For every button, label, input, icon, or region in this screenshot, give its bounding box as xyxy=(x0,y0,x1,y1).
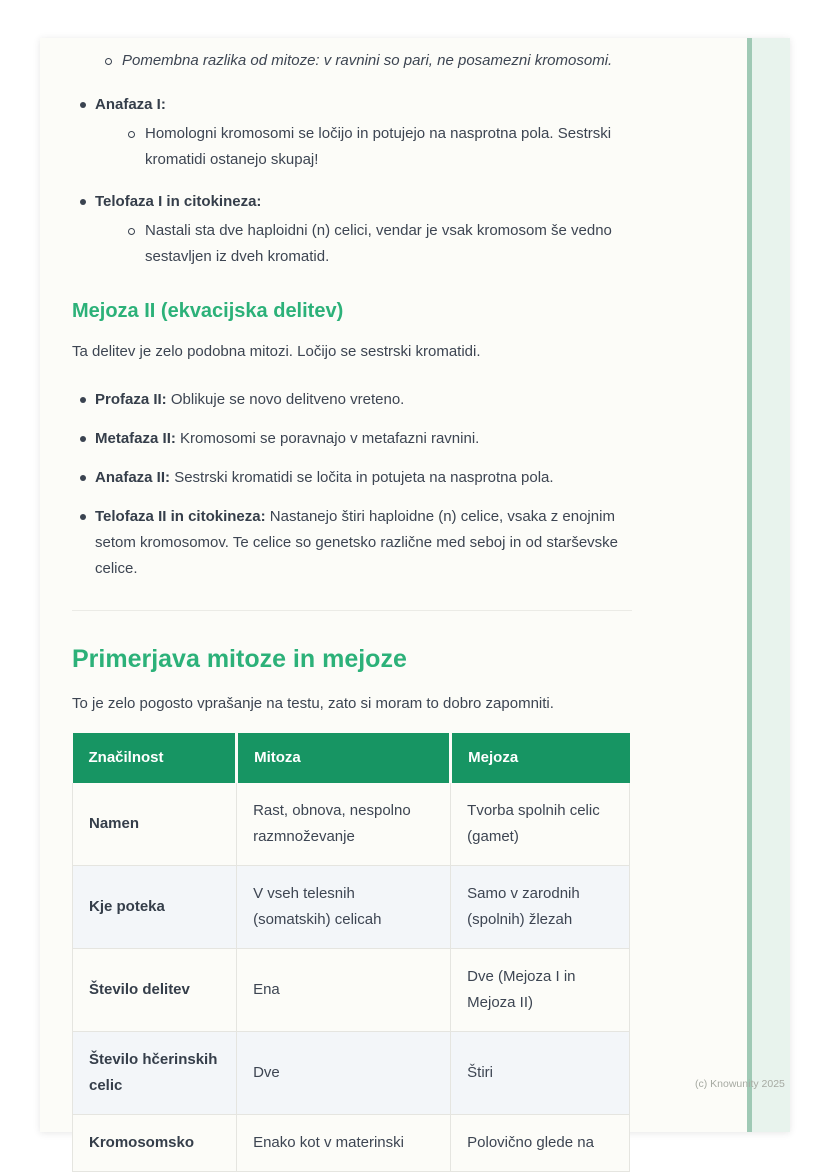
list-item-anafaza1 xyxy=(72,92,632,173)
phase-label: Telofaza I in citokineza: xyxy=(95,193,262,210)
table-row xyxy=(73,1032,630,1115)
comparison-table xyxy=(72,733,630,1172)
list-item-profaza2 xyxy=(72,387,632,413)
phase-label: Anafaza I: xyxy=(95,96,166,113)
right-accent-background xyxy=(752,38,790,1132)
phase-description: Nastali sta dve haploidni (n) celici, vendar je vsak kromosom še vedno sestavljen iz dveh kromatid. xyxy=(145,222,612,265)
copyright-text: (c) Knowunity 2025 xyxy=(695,1078,785,1090)
table-cell: Ena xyxy=(237,949,451,1032)
section-divider xyxy=(72,610,632,611)
phase-description: Oblikuje se novo delitveno vreteno. xyxy=(170,391,405,408)
list-item xyxy=(72,48,632,74)
table-row xyxy=(73,949,630,1032)
table-cell: Rast, obnova, nespolno razmnoževanje xyxy=(237,783,451,866)
table-cell: Dve xyxy=(237,1032,451,1115)
table-cell: Tvorba spolnih celic (gamet) xyxy=(451,783,630,866)
list-subitem xyxy=(95,218,632,270)
phase-description: Kromosomi se poravnajo v metafazni ravnini. xyxy=(180,430,480,447)
list-item-metafaza2 xyxy=(72,426,632,452)
table-cell: Dve (Mejoza I in Mejoza II) xyxy=(451,949,630,1032)
section-heading-mejoza2: Mejoza II (ekvacijska delitev) xyxy=(72,300,344,322)
row-header: Število hčerinskih celic xyxy=(73,1032,237,1115)
phase-description: Nastanejo štiri haploidne (n) celice, vsaka z enojnim setom kromosomov. Te celice so genetsko različne med seboj in od starševske celice. xyxy=(95,508,619,577)
list-item-telofaza2 xyxy=(72,504,632,582)
table-row xyxy=(73,783,630,866)
mejoza2-intro-paragraph: Ta delitev je zelo podobna mitozi. Ločijo se sestrski kromatidi. xyxy=(72,343,481,360)
table-row xyxy=(73,866,630,949)
phase-label: Anafaza II: xyxy=(95,469,171,486)
column-header: Mitoza xyxy=(237,733,451,783)
phase-description: Homologni kromosomi se ločijo in potujejo na nasprotna pola. Sestrski kromatidi ostanejo skupaj! xyxy=(145,125,612,168)
metaphase-note-list xyxy=(72,48,632,74)
table-header-row xyxy=(73,733,630,783)
table-cell: Štiri xyxy=(451,1032,630,1115)
section-heading-primerjava: Primerjava mitoze in mejoze xyxy=(72,645,407,673)
document-card xyxy=(40,38,790,1151)
meiosis2-phase-list xyxy=(72,387,632,582)
column-header: Mejoza xyxy=(451,733,630,783)
row-header: Kromosomsko xyxy=(73,1115,237,1172)
phase-description: Sestrski kromatidi se ločita in potujeta na nasprotna pola. xyxy=(174,469,554,486)
table-cell: Polovično glede na xyxy=(451,1115,630,1172)
column-header: Značilnost xyxy=(73,733,237,783)
right-accent-bar xyxy=(747,38,752,1132)
primerjava-intro-paragraph: To je zelo pogosto vprašanje na testu, zato si moram to dobro zapomniti. xyxy=(72,695,554,712)
note-text: Pomembna razlika od mitoze: v ravnini so pari, ne posamezni kromosomi. xyxy=(122,52,613,69)
phase-label: Profaza II: xyxy=(95,391,167,408)
table-cell: V vseh telesnih (somatskih) celicah xyxy=(237,866,451,949)
list-item-telofaza1 xyxy=(72,189,632,270)
row-header: Namen xyxy=(73,783,237,866)
table-cell: Samo v zarodnih (spolnih) žlezah xyxy=(451,866,630,949)
meiosis1-phase-list xyxy=(72,92,632,270)
list-subitem xyxy=(95,121,632,173)
table-cell: Enako kot v materinski xyxy=(237,1115,451,1172)
phase-label: Metafaza II: xyxy=(95,430,176,447)
table-row xyxy=(73,1115,630,1172)
phase-label: Telofaza II in citokineza: xyxy=(95,508,266,525)
row-header: Kje poteka xyxy=(73,866,237,949)
document-content xyxy=(72,46,632,1172)
row-header: Število delitev xyxy=(73,949,237,1032)
list-item-anafaza2 xyxy=(72,465,632,491)
